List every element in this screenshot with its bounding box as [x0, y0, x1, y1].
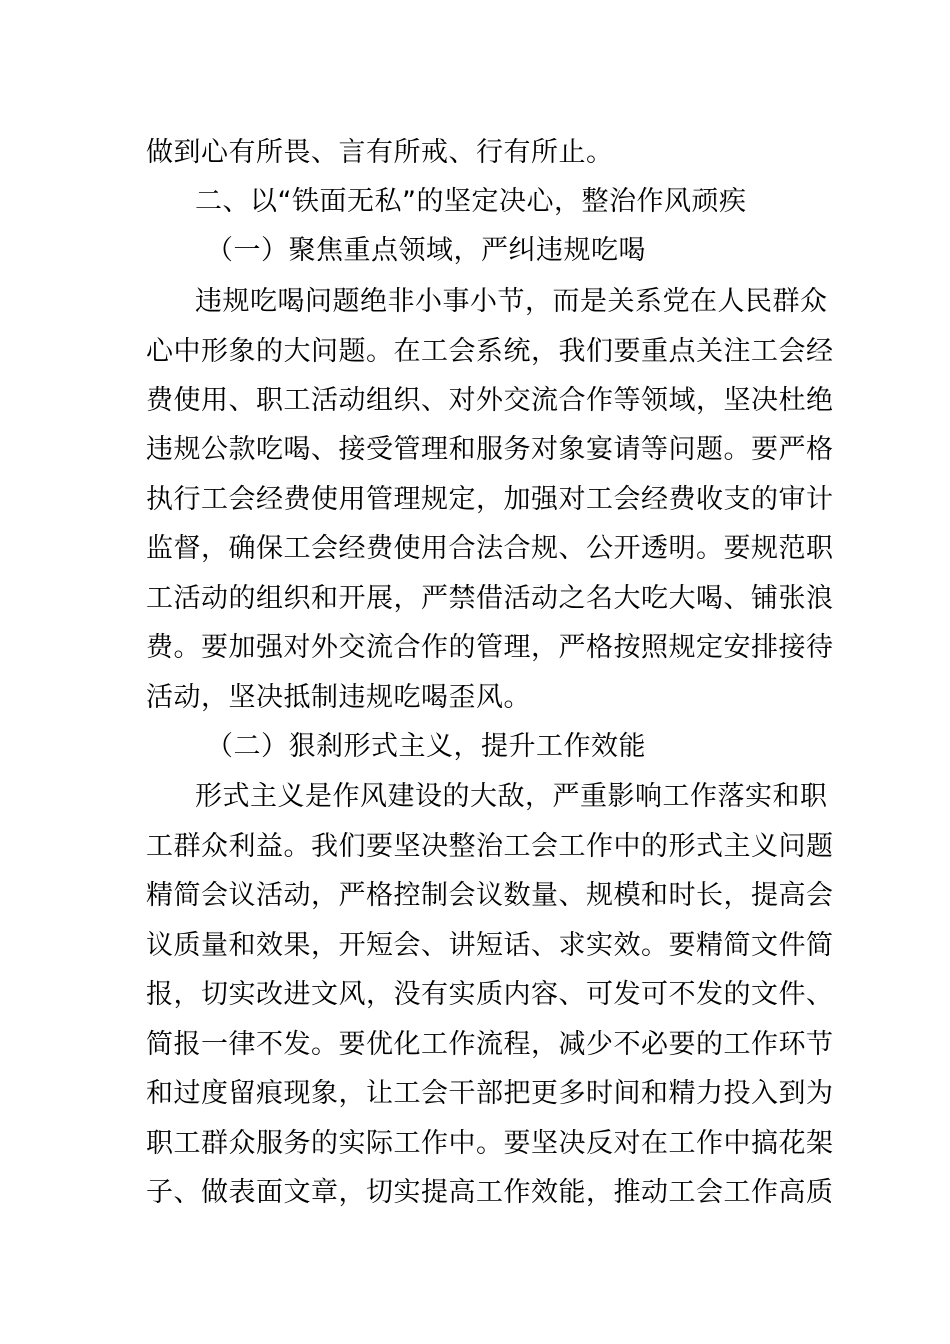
- paragraph-line: 工群众利益。我们要坚决整治工会工作中的形式主义问题: [146, 831, 834, 862]
- paragraph-line: 费使用、职工活动组织、对外交流合作等领域，坚决杜绝: [146, 385, 834, 416]
- paragraph-line: 执行工会经费使用管理规定，加强对工会经费收支的审计: [146, 484, 834, 515]
- paragraph-line: 报，切实改进文风，没有实质内容、可发可不发的文件、: [146, 979, 834, 1010]
- paragraph-line: 心中形象的大问题。在工会系统，我们要重点关注工会经: [146, 336, 834, 367]
- paragraph-line: 工活动的组织和开展，严禁借活动之名大吃大喝、铺张浪: [146, 583, 834, 614]
- paragraph-line: 活动，坚决抵制违规吃喝歪风。: [146, 682, 531, 713]
- subsection-heading: （二）狠刹形式主义，提升工作效能: [206, 731, 646, 762]
- paragraph-line: 子、做表面文章，切实提高工作效能，推动工会工作高质: [146, 1177, 834, 1208]
- paragraph-line: 形式主义是作风建设的大敌，严重影响工作落实和职: [195, 781, 828, 812]
- paragraph-line: 违规公款吃喝、接受管理和服务对象宴请等问题。要严格: [146, 434, 834, 465]
- paragraph-line: 做到心有所畏、言有所戒、行有所止。: [146, 137, 614, 168]
- subsection-heading: （一）聚焦重点领域，严纠违规吃喝: [206, 235, 646, 266]
- paragraph-line: 简报一律不发。要优化工作流程，减少不必要的工作环节: [146, 1029, 834, 1060]
- paragraph-line: 监督，确保工会经费使用合法合规、公开透明。要规范职: [146, 533, 834, 564]
- paragraph-line: 精简会议活动，严格控制会议数量、规模和时长，提高会: [146, 880, 834, 911]
- paragraph-line: 职工群众服务的实际工作中。要坚决反对在工作中搞花架: [146, 1128, 834, 1159]
- paragraph-line: 费。要加强对外交流合作的管理，严格按照规定安排接待: [146, 632, 834, 663]
- paragraph-line: 议质量和效果，开短会、讲短话、求实效。要精简文件简: [146, 930, 834, 961]
- paragraph-line: 和过度留痕现象，让工会干部把更多时间和精力投入到为: [146, 1078, 834, 1109]
- paragraph-line: 违规吃喝问题绝非小事小节，而是关系党在人民群众: [195, 286, 828, 317]
- section-heading: 二、以“铁面无私”的坚定决心，整治作风顽疾: [195, 186, 747, 217]
